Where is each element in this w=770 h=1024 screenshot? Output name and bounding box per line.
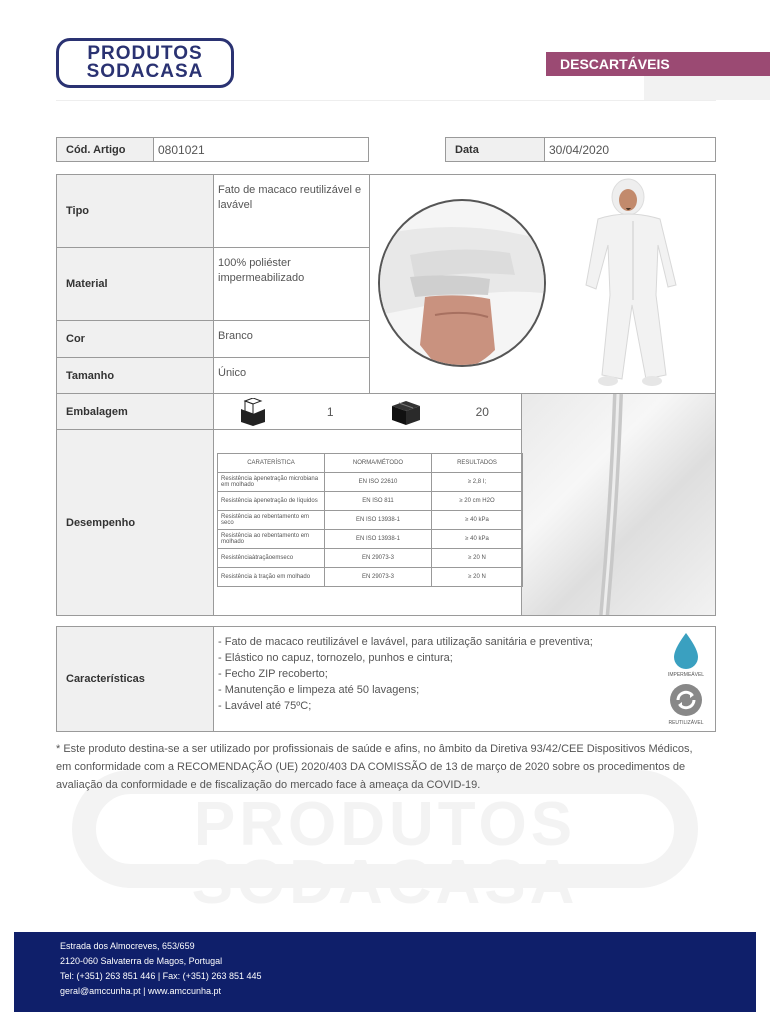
- spec-cell: ≥ 40 kPa: [432, 530, 523, 549]
- embalagem-label: Embalagem: [56, 393, 214, 430]
- carton-box-icon: [369, 398, 444, 426]
- coverall-figure: [586, 179, 676, 386]
- spec-row: [218, 511, 523, 530]
- caracteristicas-label: Características: [56, 626, 214, 732]
- header-divider: [56, 100, 716, 101]
- cod-artigo-value: 0801021: [153, 137, 369, 162]
- spec-cell: EN ISO 811: [325, 492, 432, 511]
- tipo-value: Fato de macaco reutilizável e lavável: [213, 174, 370, 248]
- footer-phone: Tel: (+351) 263 851 446 | Fax: (+351) 263 851 445: [60, 971, 262, 981]
- feature-item: - Manutenção e limpeza até 50 lavagens;: [218, 684, 420, 696]
- recycle-icon: [669, 683, 703, 717]
- footer-contact[interactable]: geral@amccunha.pt | www.amccunha.pt: [60, 986, 222, 996]
- spec-row: [218, 549, 523, 568]
- spec-cell: Resistência àpenetração microbiana em molhado: [218, 473, 325, 492]
- feature-item: - Fecho ZIP recoberto;: [218, 668, 328, 680]
- spec-cell: EN ISO 22610: [325, 473, 432, 492]
- water-drop-icon: [671, 631, 701, 669]
- spec-cell: Resistência ao rebentamento em seco: [218, 511, 325, 530]
- coverall-illustration: [370, 175, 716, 394]
- feature-item: - Elástico no capuz, tornozelo, punhos e cintura;: [218, 652, 453, 664]
- waterproof-label: IMPERMEÁVEL: [667, 672, 705, 678]
- reusable-badge: [660, 683, 712, 726]
- logo-line2: SODACASA: [86, 61, 204, 82]
- desempenho-label: Desempenho: [56, 429, 214, 616]
- data-value: 30/04/2020: [544, 137, 716, 162]
- cod-artigo-label: Cód. Artigo: [56, 137, 154, 162]
- cor-value: Branco: [213, 320, 370, 358]
- emb-qty-box: 20: [475, 404, 489, 419]
- company-logo: [56, 38, 234, 88]
- data-label: Data: [445, 137, 545, 162]
- cor-label: Cor: [56, 320, 214, 358]
- desempenho-panel: [213, 429, 522, 616]
- spec-cell: Resistência à tração em molhado: [218, 568, 325, 587]
- spec-row: [218, 492, 523, 511]
- spec-row: [218, 568, 523, 587]
- reusable-label: REUTILIZÁVEL: [668, 720, 704, 726]
- spec-row: [218, 473, 523, 492]
- spec-cell: ≥ 20 cm H2O: [432, 492, 523, 511]
- spec-header: CARATERÍSTICA: [218, 454, 325, 473]
- material-label: Material: [56, 247, 214, 321]
- footer-address2: 2120-060 Salvaterra de Magos, Portugal: [60, 956, 223, 966]
- spec-cell: ≥ 40 kPa: [432, 511, 523, 530]
- spec-cell: ≥ 2,8 I;: [432, 473, 523, 492]
- logo-line1: PRODUTOS: [87, 43, 203, 64]
- tipo-label: Tipo: [56, 174, 214, 248]
- single-box-icon: [214, 398, 292, 426]
- caracteristicas-panel: [213, 626, 716, 732]
- regulatory-note: * Este produto destina-se a ser utilizado por profissionais de saúde e afins, no âmbito da Diretiva 93/42/CEE Dispositivos Médicos, em conformidade com a RECOMENDAÇÃO (UE) 2020/403 DA COMISSÃO de 13 de março de 2020 sobre os procedimentos de avaliação da conformidade e de fiscalização do mercado face à ameaça da COVID-19.: [56, 743, 693, 791]
- spec-cell: Resistência ao rebentamento em molhado: [218, 530, 325, 549]
- feature-item: - Lavável até 75ºC;: [218, 700, 312, 712]
- spec-row: [218, 530, 523, 549]
- spec-cell: EN ISO 13938-1: [325, 511, 432, 530]
- tamanho-label: Tamanho: [56, 357, 214, 394]
- watermark-line2: SODACASA: [191, 848, 579, 917]
- spec-cell: EN 29073-3: [325, 549, 432, 568]
- spec-cell: Resistência àpenetração de líquidos: [218, 492, 325, 511]
- footer: [14, 932, 756, 1012]
- spec-table: [217, 453, 523, 587]
- footer-address1: Estrada dos Almocreves, 653/659: [60, 941, 195, 951]
- feature-item: - Fato de macaco reutilizável e lavável, para utilização sanitária e preventiva;: [218, 636, 593, 648]
- emb-qty-unit: 1: [326, 404, 334, 419]
- material-value: 100% poliéster impermeabilizado: [213, 247, 370, 321]
- banner-shadow: [644, 76, 770, 100]
- spec-cell: EN 29073-3: [325, 568, 432, 587]
- spec-header: NORMA/MÉTODO: [325, 454, 432, 473]
- spec-cell: ≥ 20 N: [432, 568, 523, 587]
- product-image-panel: [369, 174, 716, 394]
- spec-header: RESULTADOS: [432, 454, 523, 473]
- embalagem-values: [213, 393, 522, 430]
- fabric-zipper-photo: [521, 393, 716, 616]
- waterproof-badge: [660, 631, 712, 678]
- watermark-line1: PRODUTOS: [193, 790, 577, 859]
- spec-cell: Resistênciaàtraçãoemseco: [218, 549, 325, 568]
- tamanho-value: Único: [213, 357, 370, 394]
- spec-header-row: [218, 454, 523, 473]
- spec-cell: EN ISO 13938-1: [325, 530, 432, 549]
- category-banner: DESCARTÁVEIS: [546, 52, 770, 76]
- spec-cell: ≥ 20 N: [432, 549, 523, 568]
